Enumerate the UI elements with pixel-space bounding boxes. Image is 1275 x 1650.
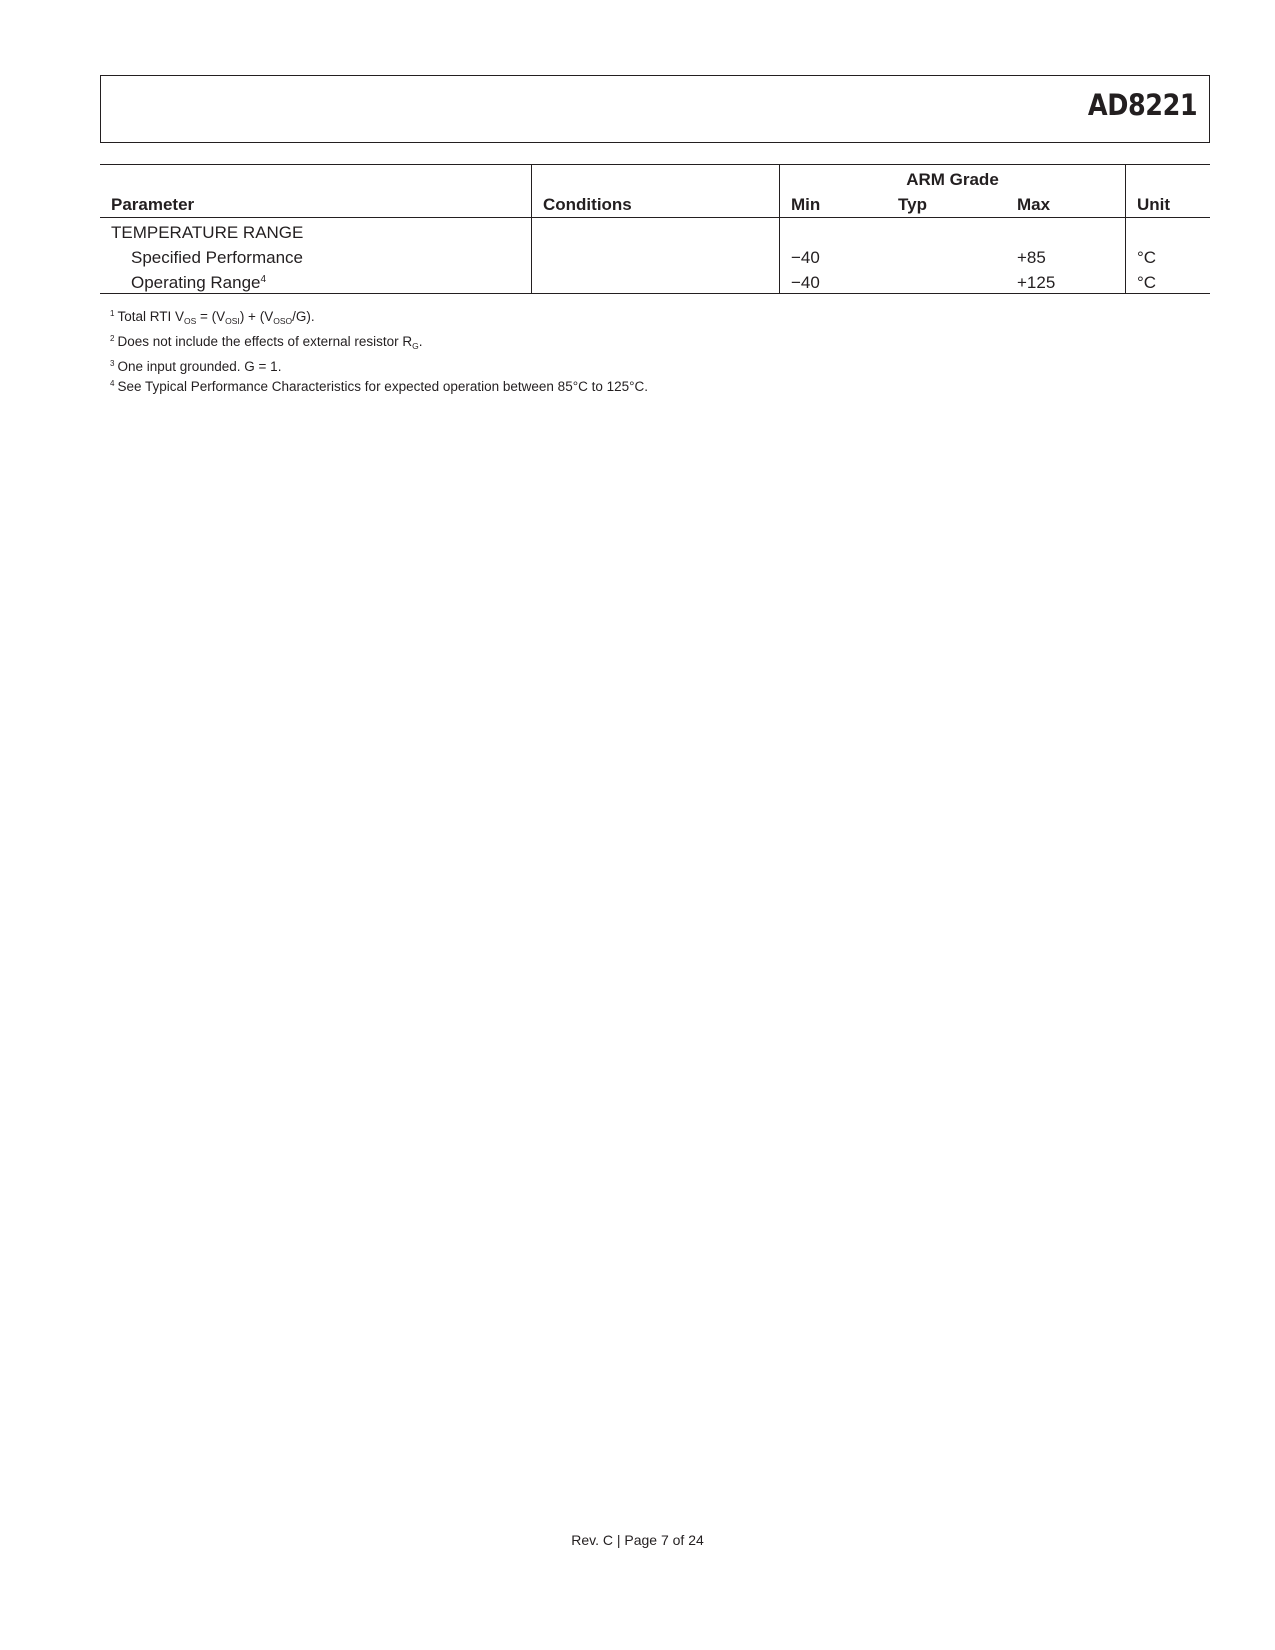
footnote-1 bbox=[110, 305, 648, 330]
conditions-cell bbox=[532, 243, 780, 268]
page-header-box bbox=[100, 75, 1210, 143]
footnote-text: . bbox=[418, 334, 423, 349]
min-cell: −40 bbox=[780, 268, 888, 294]
column-header-conditions: Conditions bbox=[532, 190, 780, 218]
parameter-label: Operating Range bbox=[131, 273, 261, 292]
footnote-text: /G). bbox=[292, 309, 315, 324]
conditions-cell bbox=[532, 268, 780, 294]
column-header-typ: Typ bbox=[887, 190, 1006, 218]
footnotes-section bbox=[110, 305, 648, 395]
table-cell bbox=[1006, 218, 1126, 244]
max-cell: +85 bbox=[1006, 243, 1126, 268]
parameter-cell bbox=[100, 243, 532, 268]
footnote-text: See Typical Performance Characteristics for expected operation between 85°C to 125°C. bbox=[117, 379, 649, 394]
footnote-3 bbox=[110, 355, 648, 375]
parameter-label: Specified Performance bbox=[131, 248, 303, 267]
table-cell bbox=[1126, 218, 1211, 244]
table-group-header-row bbox=[100, 165, 1210, 191]
column-header-max: Max bbox=[1006, 190, 1126, 218]
header-spacer bbox=[1126, 165, 1211, 191]
specifications-table bbox=[100, 164, 1210, 294]
footnote-number: 1 bbox=[110, 309, 115, 318]
header-spacer bbox=[100, 165, 532, 191]
table-column-header-row bbox=[100, 190, 1210, 218]
footnote-reference: 4 bbox=[260, 274, 267, 285]
page-footer: Rev. C | Page 7 of 24 bbox=[571, 1532, 704, 1548]
typ-cell bbox=[887, 243, 1006, 268]
arm-grade-header: ARM Grade bbox=[780, 165, 1126, 191]
subscript: G bbox=[412, 341, 419, 351]
footnote-text: ) + (V bbox=[239, 309, 274, 324]
part-number-title: AD8221 bbox=[1087, 88, 1197, 122]
header-spacer bbox=[532, 165, 780, 191]
table-row bbox=[100, 268, 1210, 294]
footnote-text: = (V bbox=[196, 309, 226, 324]
footnote-number: 3 bbox=[110, 359, 115, 368]
footnote-text: Does not include the effects of external resistor R bbox=[117, 334, 413, 349]
footnote-text: Total RTI V bbox=[117, 309, 184, 324]
table-section-row bbox=[100, 218, 1210, 244]
section-label: TEMPERATURE RANGE bbox=[100, 218, 532, 244]
footnote-number: 4 bbox=[110, 379, 115, 388]
table-cell bbox=[780, 218, 888, 244]
table-cell bbox=[532, 218, 780, 244]
footnote-text: One input grounded. G = 1. bbox=[117, 359, 282, 374]
subscript: OSO bbox=[273, 316, 293, 326]
table-cell bbox=[887, 218, 1006, 244]
column-header-unit: Unit bbox=[1126, 190, 1211, 218]
footnote-4 bbox=[110, 375, 648, 395]
table-row bbox=[100, 243, 1210, 268]
unit-cell: °C bbox=[1126, 268, 1211, 294]
parameter-cell bbox=[100, 268, 532, 294]
typ-cell bbox=[887, 268, 1006, 294]
max-cell: +125 bbox=[1006, 268, 1126, 294]
subscript: OSI bbox=[225, 316, 240, 326]
unit-cell: °C bbox=[1137, 248, 1157, 267]
subscript: OS bbox=[183, 316, 197, 326]
column-header-parameter: Parameter bbox=[100, 190, 532, 218]
min-cell: −40 bbox=[791, 248, 820, 267]
column-header-min: Min bbox=[780, 190, 888, 218]
footnote-2 bbox=[110, 330, 648, 355]
footnote-number: 2 bbox=[110, 334, 115, 343]
